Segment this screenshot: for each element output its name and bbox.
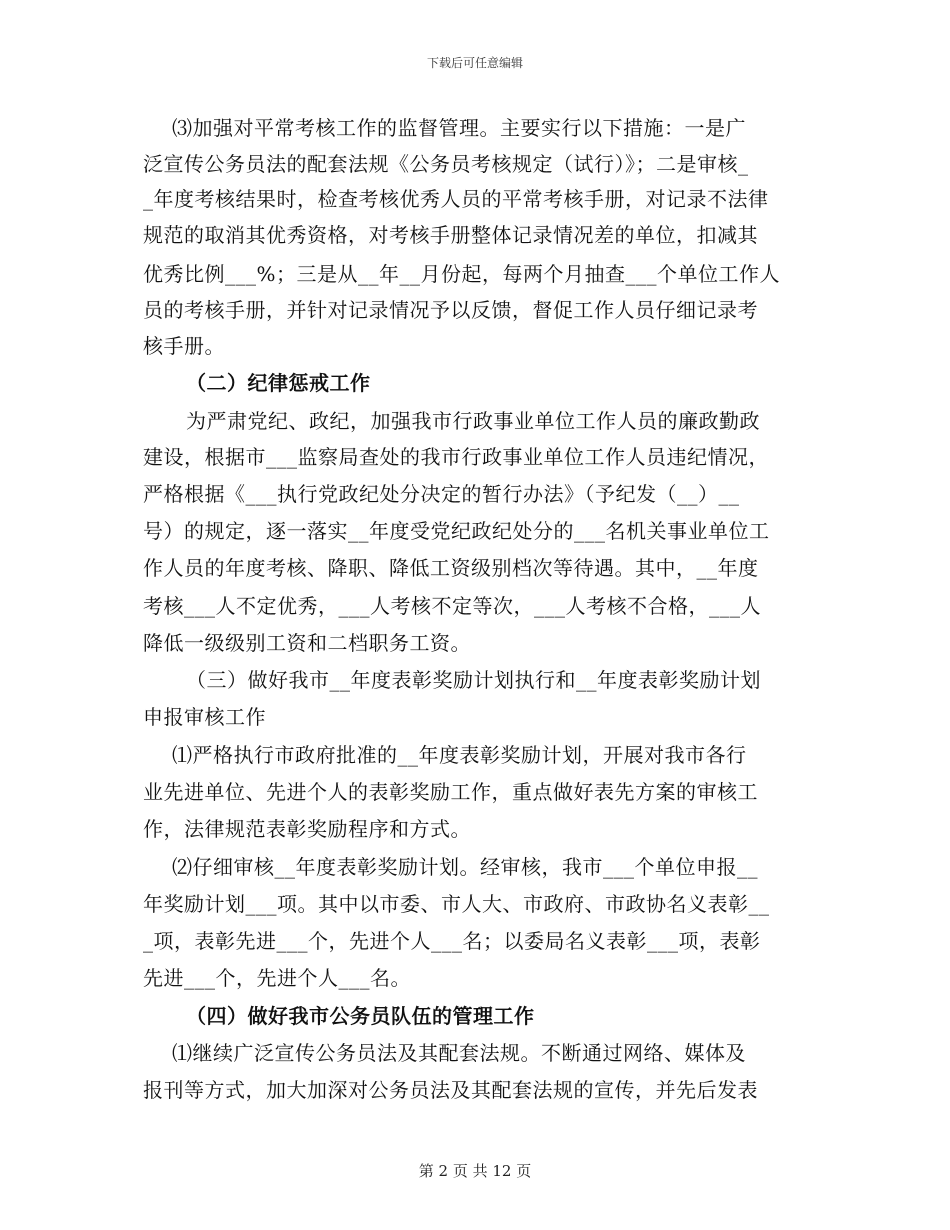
text-line: 号）的规定，逐一落实__年度受党纪政纪处分的___名机关事业单位工 [143,519,770,543]
text-line: 为严肃党纪、政纪，加强我市行政事业单位工作人员的廉政勤政 [186,409,760,433]
text-line: 规范的取消其优秀资格，对考核手册整体记录情况差的单位，扣减其 [143,223,758,247]
text-line: ⑶加强对平常考核工作的监督管理。主要实行以下措施：一是广 [172,116,746,140]
text-line: 业先进单位、先进个人的表彰奖励工作，重点做好表先方案的审核工 [143,780,758,804]
text-line: 考核___人不定优秀，___人考核不定等次，___人考核不合格，___人 [143,594,761,618]
text-line: 员的考核手册，并针对记录情况予以反馈，督促工作人员仔细记录考 [143,298,758,322]
text-line: 报刊等方式，加大加深对公务员法及其配套法规的宣传，并先后发表 [143,1078,758,1102]
text-line: 年奖励计划___项。其中以市委、市人大、市政府、市政协名义表彰__ [143,892,770,916]
text-line: 建设，根据市___监察局查处的我市行政事业单位工作人员违纪情况， [143,445,769,469]
section-heading: （二）纪律惩戒工作 [186,371,371,395]
text-line: ⑵仔细审核__年度表彰奖励计划。经审核，我市___个单位申报__ [172,855,758,879]
text-line: ⑴继续广泛宣传公务员法及其配套法规。不断通过网络、媒体及 [172,1041,746,1065]
text-line: 先进___个，先进个人___名。 [143,966,411,990]
text-line: 严格根据《___执行党政纪处分决定的暂行办法》（予纪发（__）__ [143,482,740,506]
text-line: 优秀比例___%；三是从__年__月份起，每两个月抽查___个单位工作人 [143,262,781,286]
page-number: 第 2 页 共 12 页 [418,1162,532,1180]
text-line: 核手册。 [143,334,225,358]
section-heading: （四）做好我市公务员队伍的管理工作 [186,1004,535,1028]
text-line: _项，表彰先进___个，先进个人___名；以委局名义表彰___项，表彰 [143,929,761,953]
text-line: 作人员的年度考核、降职、降低工资级别档次等待遇。其中，__年度 [143,556,759,580]
section-heading: 申报审核工作 [143,705,266,729]
text-line: _年度考核结果时，检查考核优秀人员的平常考核手册，对记录不法律 [143,187,769,211]
section-heading: （三）做好我市__年度表彰奖励计划执行和__年度表彰奖励计划 [186,668,761,692]
text-line: ⑴严格执行市政府批准的__年度表彰奖励计划，开展对我市各行 [172,743,747,767]
text-line: 泛宣传公务员法的配套法规《公务员考核规定（试行）》；二是审核_ [143,152,749,176]
text-line: 作，法律规范表彰奖励程序和方式。 [143,817,471,841]
text-line: 降低一级级别工资和二档职务工资。 [143,631,471,655]
header-note: 下载后可任意编辑 [426,56,523,70]
